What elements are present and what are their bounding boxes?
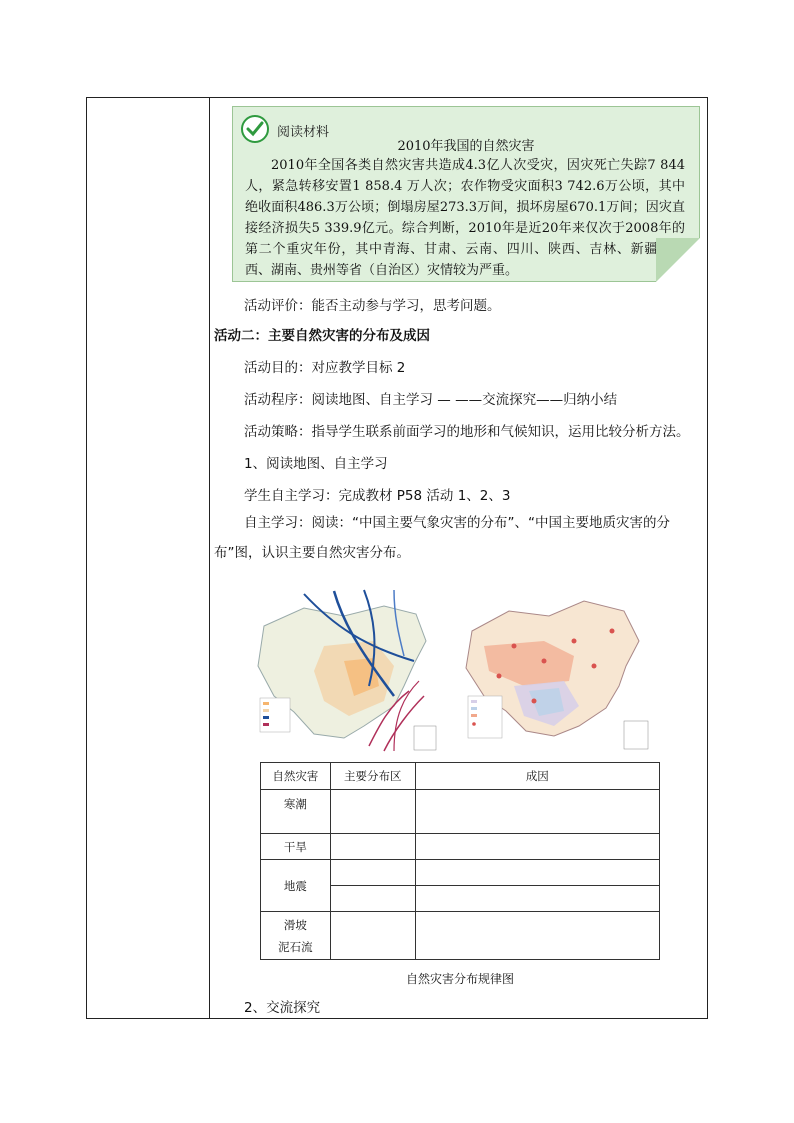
- step2-heading: 2、交流探究: [244, 1000, 321, 1016]
- reading-body: 2010年全国各类自然灾害共造成4.3亿人次受灾，因灾死亡失踪7 844人，紧急转移安置1 858.4 万人次；农作物受灾面积3 742.6万公顷，其中绝收面积486.3万公顷；倒塌房屋273.3万间，损坏房屋670.1万间；因灾直接经济损失5 339.9亿元。综合判断，2010年是近20年来仅次于2008年的第二个重灾年份，其中青海、甘肃、云南、四川、陕西、吉林、新疆、江西、湖南、贵州等省（自治区）灾情较为严重。: [245, 158, 685, 278]
- lesson-table-frame: [86, 97, 708, 1019]
- activity-purpose: 活动目的：对应教学目标 2: [244, 360, 406, 376]
- table-cell: [330, 860, 415, 886]
- table-cell: [330, 834, 415, 860]
- table-row: [261, 834, 660, 860]
- disaster-distribution-table: [260, 762, 660, 960]
- activity2-title: 活动二：主要自然灾害的分布及成因: [214, 328, 430, 344]
- table-cell: [415, 790, 659, 834]
- step1-heading: 1、阅读地图、自主学习: [244, 456, 388, 472]
- page-curl: [656, 238, 700, 282]
- reading-material-box: [232, 106, 700, 282]
- table-cell: [415, 912, 659, 960]
- table-cell: [415, 886, 659, 912]
- table-cell: [330, 790, 415, 834]
- table-caption: 自然灾害分布规律图: [405, 972, 514, 986]
- column-divider: [209, 98, 210, 1018]
- header-cause: 成因: [415, 763, 659, 790]
- row-label-debris-flow: 泥石流: [278, 939, 313, 954]
- geological-disaster-map: [454, 586, 654, 754]
- table-row: [261, 790, 660, 834]
- activity-procedure: 活动程序：阅读地图、自主学习 — ——交流探究——归纳小结: [244, 392, 618, 408]
- activity-strategy: 活动策略：指导学生联系前面学习的地形和气候知识，运用比较分析方法。: [244, 424, 690, 440]
- header-disaster: 自然灾害: [261, 763, 331, 790]
- table-cell: [415, 860, 659, 886]
- activity-evaluation: 活动评价：能否主动参与学习，思考问题。: [244, 298, 501, 314]
- header-distribution: 主要分布区: [330, 763, 415, 790]
- row-label-landslide: 滑坡: [283, 917, 307, 932]
- content-cell: [214, 98, 704, 1018]
- reading-task: 自主学习：阅读：“中国主要气象灾害的分布”、“中国主要地质灾害的分布”图，认识主要自然灾害分布。: [214, 515, 670, 561]
- table-row: [261, 912, 660, 960]
- reading-label: 阅读材料: [277, 125, 330, 140]
- table-cell: [330, 886, 415, 912]
- row-label-earthquake: 地震: [261, 860, 331, 912]
- table-header-row: [261, 763, 660, 790]
- table-cell: [330, 912, 415, 960]
- row-label-drought: 干旱: [261, 834, 331, 860]
- table-cell: [415, 834, 659, 860]
- reading-title: 2010年我国的自然灾害: [397, 139, 535, 154]
- self-study-line: 学生自主学习：完成教材 P58 活动 1、2、3: [244, 488, 511, 504]
- row-label-landslide-debris: [261, 912, 331, 960]
- table-row: [261, 860, 660, 886]
- row-label-cold-wave: 寒潮: [261, 790, 331, 834]
- meteorological-disaster-map: [244, 586, 444, 754]
